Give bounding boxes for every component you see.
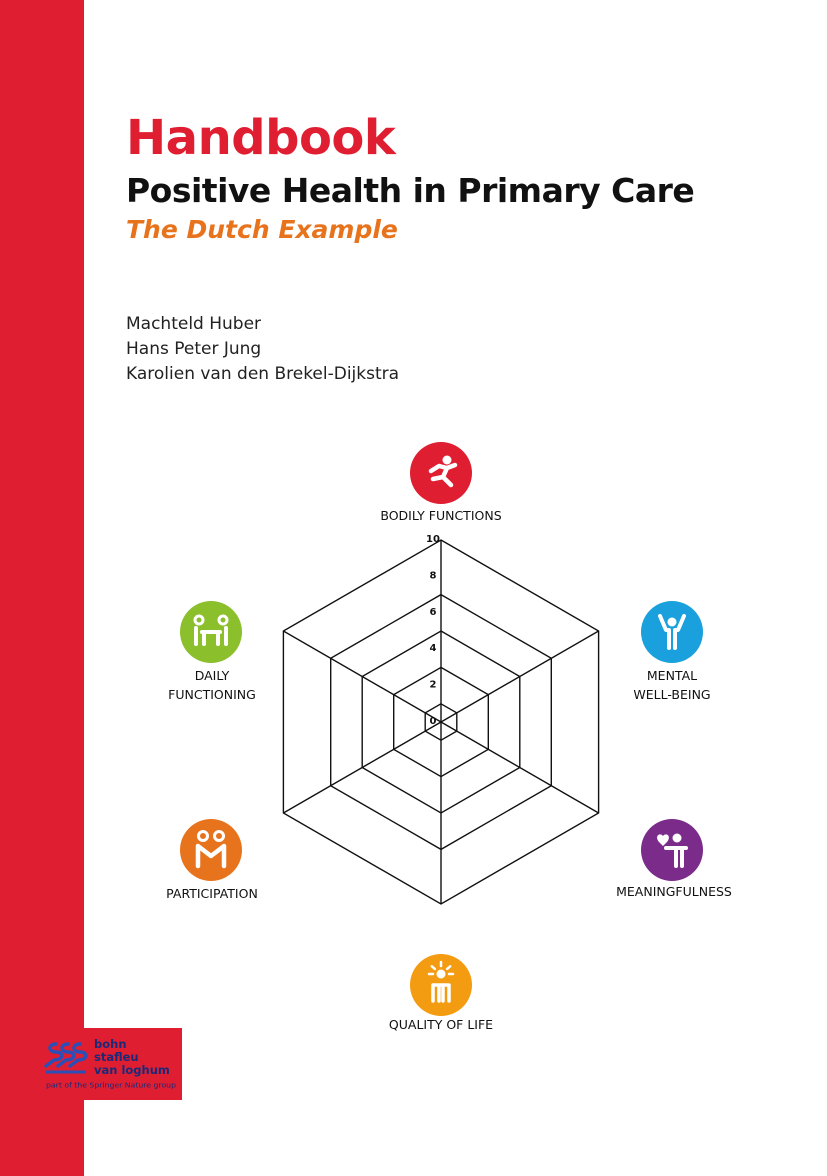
book-subtitle: Positive Health in Primary Care (126, 171, 695, 210)
radar-dimension-label: MENTAL (646, 668, 698, 683)
arms-raised-person-icon (641, 601, 703, 663)
radar-dimension-label: MEANINGFULNESS (616, 884, 732, 899)
radar-tick-labels (426, 534, 440, 727)
radar-dimensions (166, 442, 732, 1032)
radar-tick-label: 8 (429, 570, 437, 582)
radar-dimension-label: DAILY (194, 668, 230, 683)
book-subtitle-italic: The Dutch Example (126, 215, 398, 244)
radar-dimension (168, 601, 256, 702)
radar-dimension (380, 442, 501, 523)
publisher-name-line: bohn (94, 1037, 127, 1051)
radar-tick-label: 0 (429, 716, 437, 727)
radar-dimension (389, 954, 493, 1032)
publisher-name-line: stafleu (94, 1050, 139, 1064)
radar-dimension-label: FUNCTIONING (168, 687, 256, 702)
running-person-icon (410, 442, 472, 504)
publisher-name (94, 1038, 170, 1077)
radar-tick-label: 4 (429, 643, 437, 655)
publisher-tagline-text: part of the Springer Nature group (46, 1081, 177, 1089)
author-name: Hans Peter Jung (126, 339, 262, 359)
author-name: Machteld Huber (126, 314, 262, 334)
publisher-tagline (46, 1081, 178, 1089)
radar-dimension (616, 819, 732, 899)
two-people-icon (180, 819, 242, 881)
radar-tick-label: 10 (426, 534, 440, 545)
radar-tick-label: 6 (429, 606, 437, 618)
radar-dimension-label: PARTICIPATION (166, 886, 258, 901)
book-title: Handbook (126, 110, 396, 166)
radar-dimension-label: QUALITY OF LIFE (388, 1017, 494, 1032)
radar-dimension (633, 601, 710, 702)
radar-dimension (166, 819, 258, 901)
radar-grid (283, 540, 598, 904)
publisher-name-line: van loghum (94, 1063, 170, 1077)
author-name: Karolien van den Brekel-Dijkstra (126, 364, 400, 384)
radar-dimension-label: WELL-BEING (633, 687, 711, 702)
publisher-logo-icon (40, 1038, 92, 1080)
radar-tick-label: 2 (429, 679, 437, 691)
radar-dimension-label: BODILY FUNCTIONS (380, 508, 502, 523)
